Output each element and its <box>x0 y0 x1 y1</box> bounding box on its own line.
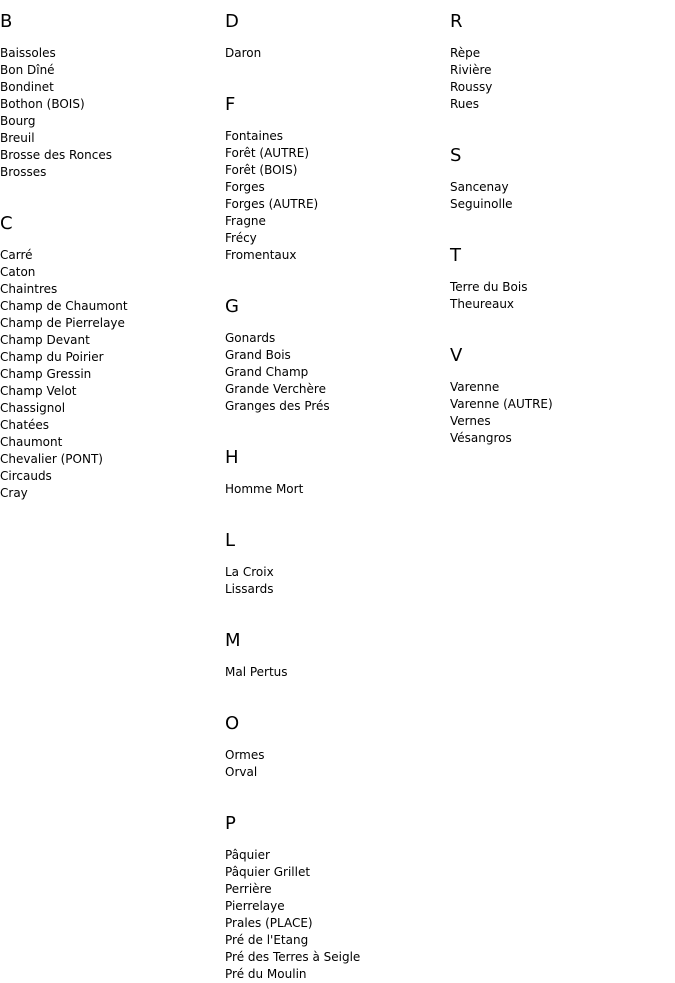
place-name-link[interactable]: Brosses <box>0 165 47 179</box>
group-spacer <box>450 313 675 334</box>
entry-list <box>225 664 450 681</box>
group-spacer <box>225 681 450 702</box>
place-name-link[interactable]: Chevalier (PONT) <box>0 452 103 466</box>
letter-heading: P <box>225 813 236 834</box>
place-name-link[interactable]: Champ de Pierrelaye <box>0 316 125 330</box>
place-name-link[interactable]: Rivière <box>450 63 492 77</box>
letter-group <box>0 214 225 502</box>
entry-list <box>450 179 675 213</box>
place-name-link[interactable]: Circauds <box>0 469 52 483</box>
letter-heading: R <box>450 11 463 32</box>
place-name-link[interactable]: Champ de Chaumont <box>0 299 128 313</box>
group-spacer <box>0 181 225 202</box>
group-spacer <box>450 213 675 234</box>
place-name-link[interactable]: Grande Verchère <box>225 382 326 396</box>
place-name-link[interactable]: Mal Pertus <box>225 665 288 679</box>
place-name-link[interactable]: Rèpe <box>450 46 481 60</box>
letter-group <box>225 448 450 498</box>
entry-list <box>225 747 450 781</box>
place-name-link[interactable]: Rues <box>450 97 480 111</box>
place-name-link[interactable]: Pierrelaye <box>225 899 285 913</box>
place-name-link[interactable]: Forges (AUTRE) <box>225 197 319 211</box>
group-spacer <box>225 415 450 436</box>
entry-list <box>225 330 450 415</box>
place-name-link[interactable]: Chassignol <box>0 401 66 415</box>
place-name-link[interactable]: Chaintres <box>0 282 58 296</box>
place-name-link[interactable]: Perrière <box>225 882 272 896</box>
letter-group <box>450 12 675 113</box>
letter-group <box>225 714 450 781</box>
place-name-link[interactable]: Daron <box>225 46 262 60</box>
index-column <box>225 0 450 983</box>
letter-group <box>225 12 450 62</box>
group-spacer <box>225 781 450 802</box>
place-name-link[interactable]: Orval <box>225 765 258 779</box>
place-name-link[interactable]: Baissoles <box>0 46 56 60</box>
place-name-link[interactable]: Grand Champ <box>225 365 309 379</box>
letter-group <box>450 146 675 213</box>
letter-heading: T <box>450 245 461 266</box>
letter-group <box>225 531 450 598</box>
letter-heading: S <box>450 145 462 166</box>
letter-group <box>0 12 225 181</box>
letter-group <box>225 297 450 415</box>
place-name-link[interactable]: Bondinet <box>0 80 54 94</box>
group-spacer <box>450 113 675 134</box>
place-name-link[interactable]: Homme Mort <box>225 482 304 496</box>
place-name-link[interactable]: Sancenay <box>450 180 509 194</box>
letter-heading: O <box>225 713 240 734</box>
place-name-link[interactable]: Lissards <box>225 582 274 596</box>
letter-heading: F <box>225 94 236 115</box>
place-name-link[interactable]: Pré du Moulin <box>225 967 307 981</box>
letter-heading: V <box>450 345 463 366</box>
entry-list <box>225 45 450 62</box>
place-name-link[interactable]: Cray <box>0 486 28 500</box>
place-name-link[interactable]: Bourg <box>0 114 36 128</box>
place-name-link[interactable]: Bothon (BOIS) <box>0 97 85 111</box>
group-spacer <box>225 598 450 619</box>
entry-list <box>450 45 675 113</box>
place-name-link[interactable]: Forêt (BOIS) <box>225 163 298 177</box>
place-name-link[interactable]: Pâquier <box>225 848 270 862</box>
letter-heading: G <box>225 296 239 317</box>
entry-list <box>225 847 450 983</box>
place-name-link[interactable]: Caton <box>0 265 36 279</box>
entry-list <box>450 279 675 313</box>
place-name-link[interactable]: Forêt (AUTRE) <box>225 146 309 160</box>
letter-group <box>450 346 675 447</box>
place-name-link[interactable]: Vernes <box>450 414 491 428</box>
letter-heading: C <box>0 213 13 234</box>
place-name-link[interactable]: Chaumont <box>0 435 63 449</box>
index-column <box>0 0 225 502</box>
place-name-link[interactable]: Bon Dîné <box>0 63 55 77</box>
letter-heading: M <box>225 630 241 651</box>
entry-list <box>225 128 450 264</box>
place-name-link[interactable]: Forges <box>225 180 265 194</box>
place-name-link[interactable]: Seguinolle <box>450 197 513 211</box>
place-name-link[interactable]: Carré <box>0 248 33 262</box>
place-name-link[interactable]: Prales (PLACE) <box>225 916 313 930</box>
letter-group <box>225 631 450 681</box>
entry-list <box>0 45 225 181</box>
place-name-link[interactable]: Fontaines <box>225 129 284 143</box>
entry-list <box>225 481 450 498</box>
place-name-link[interactable]: Pré des Terres à Seigle <box>225 950 361 964</box>
place-name-link[interactable]: Champ Devant <box>0 333 90 347</box>
group-spacer <box>225 498 450 519</box>
letter-heading: B <box>0 11 13 32</box>
place-name-link[interactable]: Champ Velot <box>0 384 77 398</box>
letter-group <box>450 246 675 313</box>
place-name-link[interactable]: Fragne <box>225 214 266 228</box>
letter-heading: L <box>225 530 236 551</box>
place-name-link[interactable]: Varenne <box>450 380 500 394</box>
place-name-link[interactable]: Champ du Poirier <box>0 350 104 364</box>
letter-group <box>225 814 450 983</box>
place-name-link[interactable]: Fromentaux <box>225 248 297 262</box>
entry-list <box>225 564 450 598</box>
place-name-link[interactable]: Roussy <box>450 80 493 94</box>
place-name-link[interactable]: Theureaux <box>450 297 515 311</box>
place-name-link[interactable]: Grand Bois <box>225 348 291 362</box>
place-name-link[interactable]: Breuil <box>0 131 35 145</box>
entry-list <box>450 379 675 447</box>
place-name-link[interactable]: Gonards <box>225 331 276 345</box>
place-name-link[interactable]: Pâquier Grillet <box>225 865 311 879</box>
group-spacer <box>225 62 450 83</box>
letter-group <box>225 95 450 264</box>
place-name-link[interactable]: Ormes <box>225 748 265 762</box>
place-name-link[interactable]: Champ Gressin <box>0 367 92 381</box>
letter-heading: H <box>225 447 239 468</box>
place-name-link[interactable]: Vésangros <box>450 431 512 445</box>
index-column <box>450 0 675 447</box>
place-name-link[interactable]: Granges des Prés <box>225 399 330 413</box>
place-name-link[interactable]: Varenne (AUTRE) <box>450 397 553 411</box>
place-name-link[interactable]: Brosse des Ronces <box>0 148 112 162</box>
letter-heading: D <box>225 11 239 32</box>
group-spacer <box>225 264 450 285</box>
place-name-link[interactable]: Frécy <box>225 231 257 245</box>
place-name-link[interactable]: Terre du Bois <box>450 280 528 294</box>
place-name-link[interactable]: Chatées <box>0 418 50 432</box>
place-name-link[interactable]: Pré de l'Etang <box>225 933 309 947</box>
place-name-link[interactable]: La Croix <box>225 565 274 579</box>
entry-list <box>0 247 225 502</box>
